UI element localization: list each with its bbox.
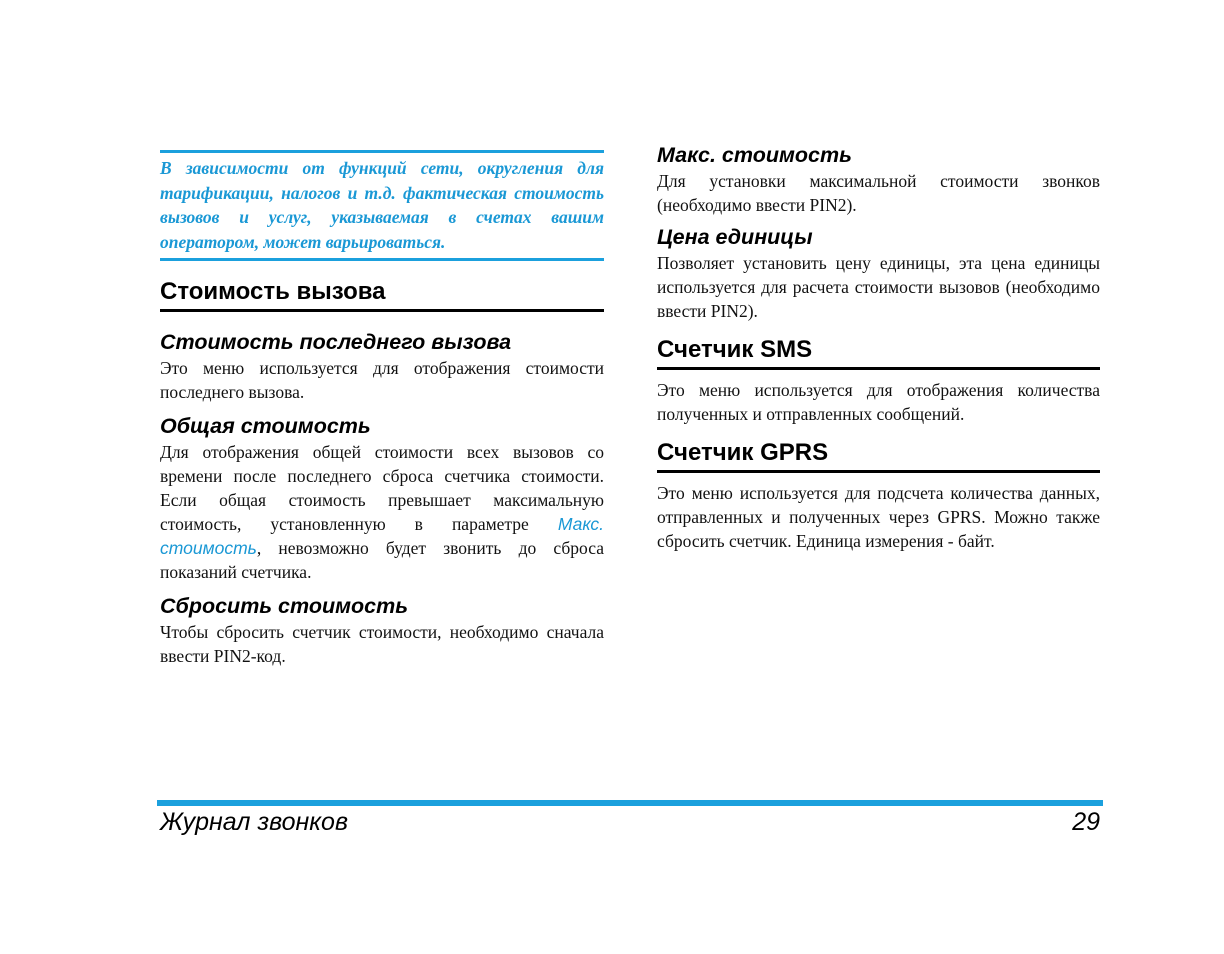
heading-reset-cost: Сбросить стоимость [160,594,408,618]
text-total-cost-part1: Для отображения общей стоимости всех вызовов со времени после последнего сброса счетчика стоимости. Если общая стоимость превышает максимальную стоимость, установленную в параметре [160,442,604,534]
text-total-cost [160,440,604,584]
heading-total-cost: Общая стоимость [160,414,371,438]
text-gprs-counter: Это меню используется для подсчета количества данных, отправленных и полученных через GPRS. Можно также сбросить счетчик. Единица измерения - байт. [657,483,1100,551]
left-column [160,150,604,668]
right-column [657,141,1100,553]
page-number: 29 [1072,808,1100,836]
text-max-cost: Для установки максимальной стоимости звонков (необходимо ввести PIN2). [657,171,1100,215]
footer-chapter-title: Журнал звонков [160,808,349,836]
section-title-sms-counter: Счетчик SMS [657,335,1100,370]
text-unit-price: Позволяет установить цену единицы, эта цена единицы используется для расчета стоимости вызовов (необходимо ввести PIN2). [657,253,1100,321]
section-title-call-cost: Стоимость вызова [160,277,604,312]
text-reset-cost: Чтобы сбросить счетчик стоимости, необходимо сначала ввести PIN2-код. [160,622,604,666]
link-max-cost[interactable]: Макс. стоимость [160,514,604,558]
text-last-call-cost: Это меню используется для отображения стоимости последнего вызова. [160,358,604,402]
network-note: В зависимости от функций сети, округления для тарификации, налогов и т.д. фактическая стоимость вызовов и услуг, указываемая в счетах вашим оператором, может варьироваться. [160,150,604,261]
text-sms-counter: Это меню используется для отображения количества полученных и отправленных сообщений. [657,380,1100,424]
section-title-gprs-counter: Счетчик GPRS [657,438,1100,473]
heading-unit-price: Цена единицы [657,225,813,249]
heading-max-cost: Макс. стоимость [657,143,852,167]
text-total-cost-part2: , невозможно будет звонить до сброса показаний счетчика. [160,538,604,582]
heading-last-call-cost: Стоимость последнего вызова [160,330,512,354]
